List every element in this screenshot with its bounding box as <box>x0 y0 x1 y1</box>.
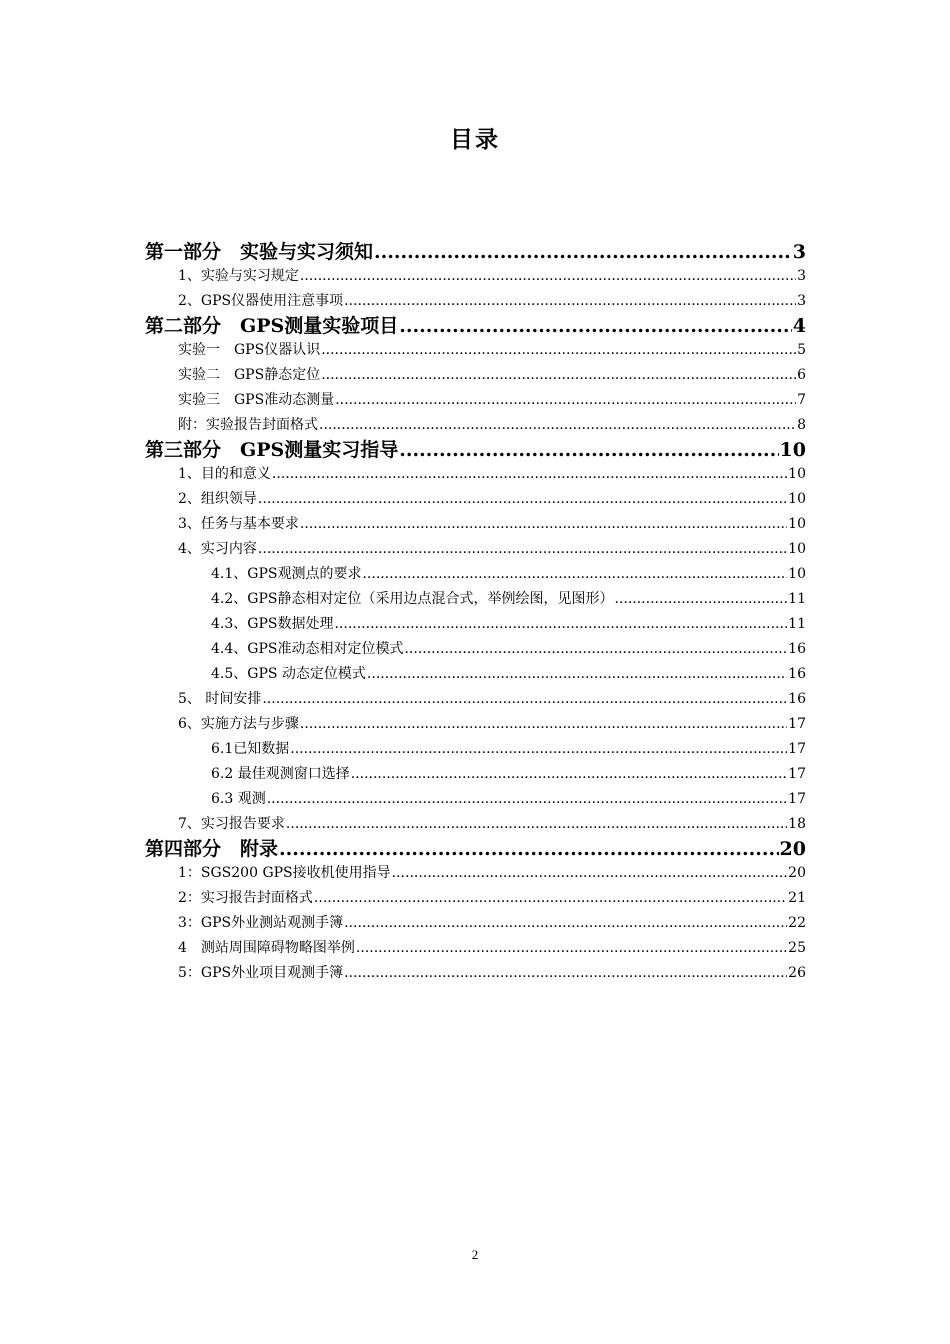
toc-entry-page: 11 <box>788 591 806 607</box>
toc-entry-label: 3、任务与基本要求 <box>178 516 299 532</box>
toc-entry[interactable] <box>145 413 806 438</box>
dot-leader <box>321 338 796 363</box>
toc-entry[interactable] <box>145 388 806 413</box>
toc-entry-page: 10 <box>788 516 806 532</box>
dot-leader <box>258 537 787 562</box>
toc-entry-label: 6.2 最佳观测窗口选择 <box>211 766 350 782</box>
toc-entry-page: 16 <box>788 691 806 707</box>
toc-entry-page: 5 <box>797 342 806 358</box>
dot-leader <box>399 314 792 338</box>
toc-entry-label: 5：GPS外业项目观测手簿 <box>178 965 344 981</box>
toc-entry-page: 17 <box>788 791 806 807</box>
toc-entry-page: 21 <box>788 890 806 906</box>
page-number: 2 <box>471 1247 479 1262</box>
dot-leader <box>321 363 796 388</box>
toc-entry-label: 附：实验报告封面格式 <box>178 417 318 433</box>
toc-entry-label: 4、实习内容 <box>178 541 257 557</box>
toc-entry[interactable] <box>145 911 806 936</box>
toc-entry-label: 2：实习报告封面格式 <box>178 890 313 906</box>
toc-entry[interactable] <box>145 289 806 314</box>
toc-entry-label: 6.1已知数据 <box>211 741 290 757</box>
toc-entry-page: 20 <box>788 865 806 881</box>
toc-entry[interactable] <box>145 338 806 363</box>
toc-entry[interactable] <box>145 787 806 812</box>
dot-leader <box>267 787 787 812</box>
toc-entry-page: 22 <box>788 915 806 931</box>
dot-leader <box>286 812 787 837</box>
toc-entry-page: 8 <box>797 417 806 433</box>
toc-entry-label: 1、实验与实习规定 <box>178 268 299 284</box>
toc-entry-page: 6 <box>797 367 806 383</box>
toc-entry-label: 2、组织领导 <box>178 491 257 507</box>
dot-leader <box>300 512 787 537</box>
dot-leader <box>300 264 796 289</box>
toc-entry-label: 5、 时间安排 <box>178 691 262 707</box>
dot-leader <box>335 388 796 413</box>
dot-leader <box>344 961 787 986</box>
toc-entry-label: 2、GPS仪器使用注意事项 <box>178 293 344 309</box>
toc-entry[interactable] <box>145 687 806 712</box>
dot-leader <box>404 637 787 662</box>
dot-leader <box>392 861 788 886</box>
toc-entry-page: 17 <box>788 741 806 757</box>
toc-entry-page: 10 <box>779 439 806 461</box>
dot-leader <box>351 762 787 787</box>
toc-title: 目录 <box>450 126 500 153</box>
toc-entry[interactable] <box>145 562 806 587</box>
toc-part-heading[interactable] <box>145 240 806 264</box>
toc-entry[interactable] <box>145 512 806 537</box>
dot-leader <box>300 712 787 737</box>
dot-leader <box>319 413 796 438</box>
dot-leader <box>314 886 787 911</box>
toc-entry[interactable] <box>145 886 806 911</box>
toc-entry[interactable] <box>145 662 806 687</box>
toc-entry-page: 26 <box>788 965 806 981</box>
toc-part-heading[interactable] <box>145 314 806 338</box>
dot-leader <box>334 612 787 637</box>
table-of-contents <box>145 240 806 986</box>
toc-entry-label: 4 测站周围障碍物略图举例 <box>178 940 355 956</box>
toc-entry[interactable] <box>145 712 806 737</box>
dot-leader <box>344 289 796 314</box>
toc-entry[interactable] <box>145 363 806 388</box>
dot-leader <box>356 936 787 961</box>
toc-entry-page: 10 <box>788 466 806 482</box>
toc-entry-label: 4.1、GPS观测点的要求 <box>211 566 362 582</box>
toc-entry-page: 4 <box>792 315 806 337</box>
toc-entry-label: 第四部分 附录 <box>145 838 279 860</box>
toc-entry-label: 7、实习报告要求 <box>178 816 285 832</box>
toc-entry-page: 11 <box>788 616 806 632</box>
toc-entry-page: 3 <box>797 268 806 284</box>
toc-entry-label: 6、实施方法与步骤 <box>178 716 299 732</box>
toc-entry-page: 3 <box>797 293 806 309</box>
dot-leader <box>374 240 792 264</box>
toc-entry-page: 16 <box>788 641 806 657</box>
dot-leader <box>362 562 787 587</box>
toc-entry-page: 16 <box>788 666 806 682</box>
dot-leader <box>290 737 787 762</box>
dot-leader <box>272 462 787 487</box>
toc-entry-page: 25 <box>788 940 806 956</box>
toc-entry-label: 实验一 GPS仪器认识 <box>178 342 321 358</box>
toc-entry-label: 4.5、GPS 动态定位模式 <box>211 666 366 682</box>
dot-leader <box>258 487 787 512</box>
toc-entry-page: 17 <box>788 766 806 782</box>
toc-entry-label: 4.2、GPS静态相对定位（采用边点混合式，举例绘图，见图形） <box>211 591 614 607</box>
dot-leader <box>262 687 787 712</box>
toc-entry[interactable] <box>145 637 806 662</box>
toc-entry[interactable] <box>145 762 806 787</box>
toc-entry-label: 第三部分 GPS测量实习指导 <box>145 439 399 461</box>
toc-entry-page: 18 <box>788 816 806 832</box>
toc-entry[interactable] <box>145 462 806 487</box>
dot-leader <box>344 911 787 936</box>
toc-entry-page: 20 <box>779 838 806 860</box>
toc-entry-page: 10 <box>788 566 806 582</box>
toc-entry-page: 3 <box>792 241 806 263</box>
toc-entry-label: 6.3 观测 <box>211 791 266 807</box>
toc-entry[interactable] <box>145 961 806 986</box>
toc-entry[interactable] <box>145 861 806 886</box>
dot-leader <box>399 438 778 462</box>
dot-leader <box>614 587 787 612</box>
toc-entry-page: 10 <box>788 491 806 507</box>
toc-entry-label: 第二部分 GPS测量实验项目 <box>145 315 399 337</box>
toc-entry-label: 3：GPS外业测站观测手簿 <box>178 915 344 931</box>
toc-entry-label: 4.4、GPS准动态相对定位模式 <box>211 641 404 657</box>
toc-entry[interactable] <box>145 537 806 562</box>
toc-entry[interactable] <box>145 264 806 289</box>
toc-entry-label: 实验三 GPS准动态测量 <box>178 392 335 408</box>
toc-part-heading[interactable] <box>145 438 806 462</box>
toc-entry-label: 第一部分 实验与实习须知 <box>145 241 374 263</box>
toc-entry[interactable] <box>145 487 806 512</box>
toc-entry[interactable] <box>145 812 806 837</box>
toc-entry[interactable] <box>145 936 806 961</box>
dot-leader <box>279 837 779 861</box>
toc-entry[interactable] <box>145 612 806 637</box>
toc-entry-page: 17 <box>788 716 806 732</box>
toc-entry-page: 7 <box>797 392 806 408</box>
toc-entry[interactable] <box>145 737 806 762</box>
toc-entry-page: 10 <box>788 541 806 557</box>
toc-entry-label: 实验二 GPS静态定位 <box>178 367 321 383</box>
toc-entry-label: 4.3、GPS数据处理 <box>211 616 334 632</box>
toc-entry[interactable] <box>145 587 806 612</box>
toc-entry-label: 1：SGS200 GPS接收机使用指导 <box>178 865 391 881</box>
toc-entry-label: 1、目的和意义 <box>178 466 271 482</box>
dot-leader <box>367 662 787 687</box>
toc-part-heading[interactable] <box>145 837 806 861</box>
